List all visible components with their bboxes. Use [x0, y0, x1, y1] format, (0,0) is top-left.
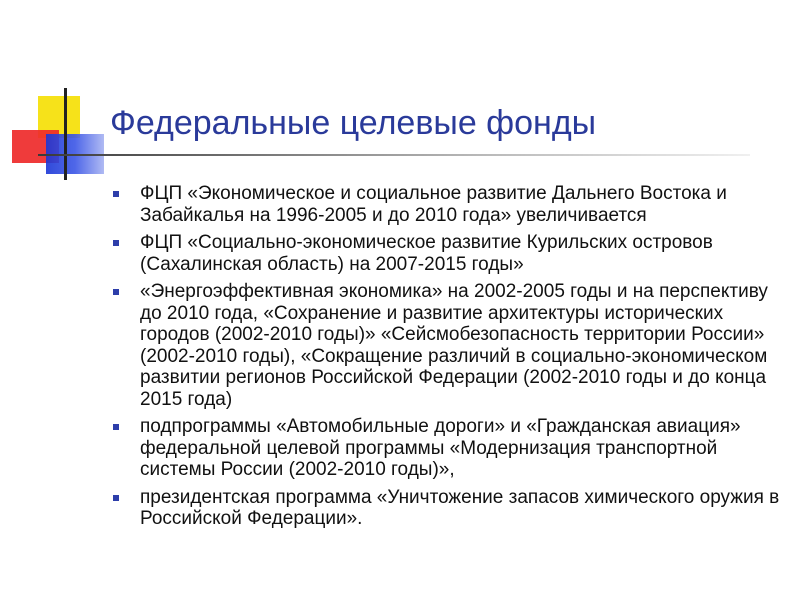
bullet-text: «Энергоэффективная экономика» на 2002-2005 годы и на перспективу до 2010 года, «Сохранение и развитие архитектуры исторических городов (2002-2010 годы)» «Сейсмобезопасность территории России» (2002-2010 годы), «Сокращение различий в социально-экономическом развитии регионов Российской Федерации (2002-2010 годы и до конца 2015 года)	[140, 281, 768, 410]
bullet-text: ФЦП «Социально-экономическое развитие Курильских островов (Сахалинская область) на 2007-2015 годы»	[140, 232, 713, 275]
bullet-text: президентская программа «Уничтожение запасов химического оружия в Российской Федерации».	[140, 486, 780, 529]
square-bullet-icon	[113, 495, 119, 501]
square-bullet-icon	[113, 424, 119, 430]
title-underline	[38, 154, 750, 156]
bullet-list	[110, 183, 780, 536]
bullet-text: ФЦП «Экономическое и социальное развитие Дальнего Востока и Забайкалья на 1996-2005 и до 2010 года» увеличивается	[140, 183, 727, 226]
slide-title: Федеральные целевые фонды	[110, 104, 597, 142]
bullet-item	[110, 416, 780, 481]
bullet-text: подпрограммы «Автомобильные дороги» и «Гражданская авиация» федеральной целевой программы «Модернизация транспортной системы России (2002-2010 годы)»,	[140, 416, 741, 480]
bullet-item	[110, 232, 780, 275]
square-bullet-icon	[113, 240, 119, 246]
bullet-item	[110, 281, 780, 410]
square-bullet-icon	[113, 289, 119, 295]
square-bullet-icon	[113, 191, 119, 197]
bullet-item	[110, 487, 780, 530]
bullet-item	[110, 183, 780, 226]
decorative-vertical-line	[64, 88, 67, 180]
